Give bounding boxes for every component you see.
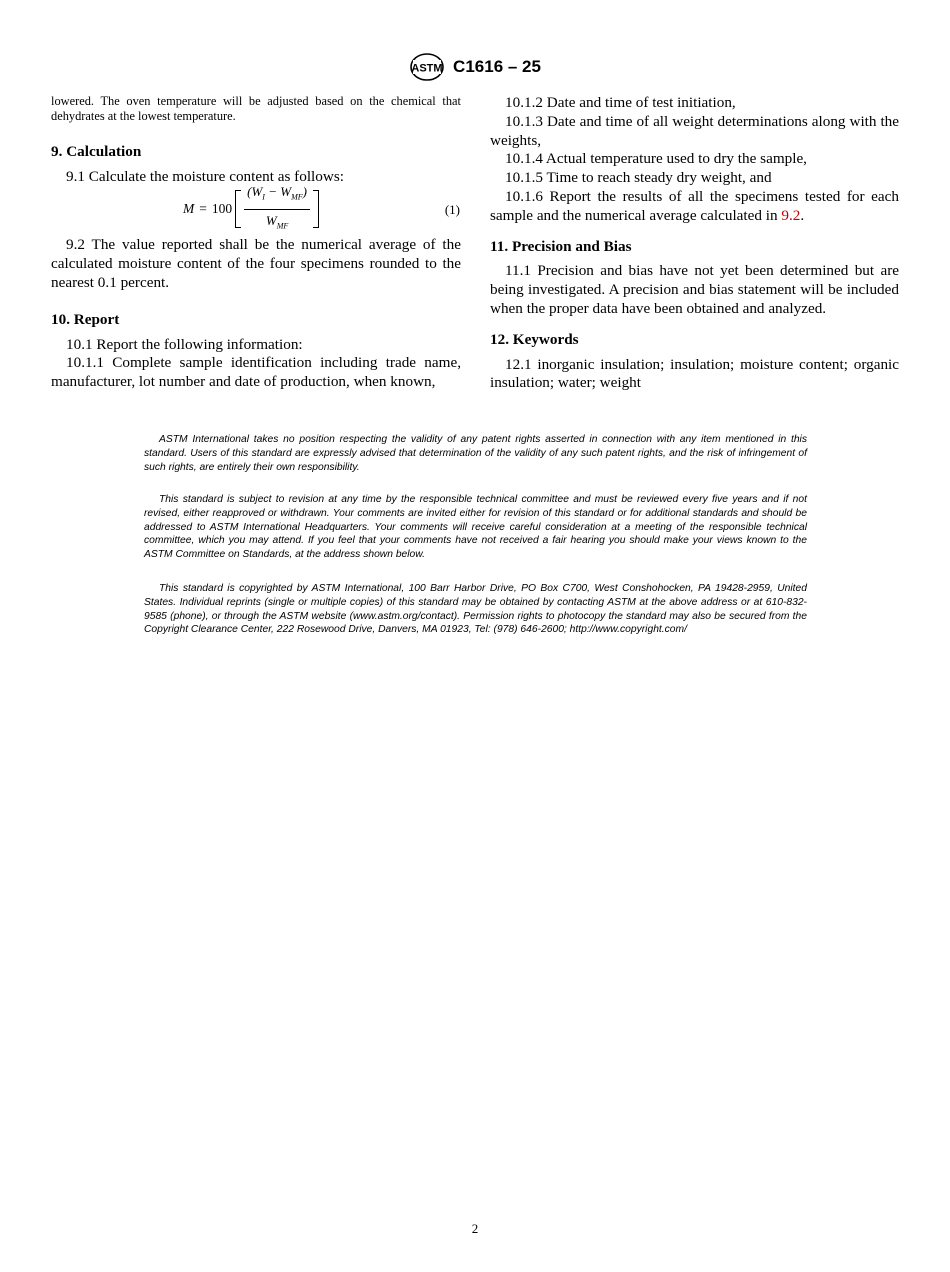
- equation-denominator: $W_{MF}$: [265, 212, 289, 231]
- right-column: [490, 94, 899, 393]
- paragraph-10-1: 10.1 Report the following information:: [66, 335, 303, 353]
- left-column: [51, 94, 461, 392]
- paragraph-10-1-2: 10.1.2 Date and time of test initiation,: [505, 94, 736, 111]
- moisture-equation: [51, 183, 461, 232]
- astm-logo-icon: [409, 52, 445, 82]
- left-bracket: [235, 190, 241, 228]
- paragraph-10-1-4: 10.1.4 Actual temperature used to dry the sample,: [505, 150, 807, 168]
- paragraph-11-1: 11.1 Precision and bias have not yet been determined but are being investigated. A precision and bias statement will be included when the proper data have been obtained and analyzed.: [490, 262, 899, 317]
- paragraph-10-1-1: 10.1.1 Complete sample identification including trade name, manufacturer, lot number and date of production, when known,: [51, 354, 461, 391]
- page-header: [0, 52, 950, 87]
- paragraph-9-2: 9.2 The value reported shall be the numerical average of the calculated moisture content of the four specimens rounded to the nearest 0.1 percent.: [51, 236, 461, 291]
- document-id: C1616 – 25: [453, 57, 541, 76]
- patent-notice: ASTM International takes no position respecting the validity of any patent rights asserted in connection with any item mentioned in this standard. Users of this standard are expressly advised that determination of the validity of any such patent rights, and the risk of infringement of such rights, are entirely their own responsibility.: [144, 434, 807, 473]
- equation-numerator: $(W_I - W_{MF})$: [244, 183, 310, 210]
- paragraph-12-1: 12.1 inorganic insulation; insulation; moisture content; organic insulation; water; weight: [490, 355, 899, 392]
- right-bracket: [313, 190, 319, 228]
- section-9-heading: 9. Calculation: [51, 142, 142, 160]
- section-11-heading: 11. Precision and Bias: [490, 237, 632, 255]
- copyright-notice: This standard is copyrighted by ASTM International, 100 Barr Harbor Drive, PO Box C700, West Conshohocken, PA 19428-2959, United States. Individual reprints (single or multiple copies) of this standard may be obtained by contacting ASTM at the above address or at 610-832-9585 (phone), or through the ASTM website (www.astm.org/contact). Permission rights to photocopy the standard may also be secured from the Copyright Clearance Center, 222 Rosewood Drive, Danvers, MA 01923, Tel: (978) 646-2600; http://www.copyright.com/: [144, 583, 807, 636]
- equation-fraction: [244, 183, 310, 237]
- astm-logo-text: ASTM: [411, 62, 443, 75]
- equation-label: (1): [444, 202, 460, 218]
- section-10-heading: 10. Report: [51, 310, 120, 328]
- paragraph-10-1-6: 10.1.6 Report the results of all the specimens tested for each sample and the numerical average calculated in 9.2.: [490, 187, 899, 224]
- paragraph-9-1: 9.1 Calculate the moisture content as follows:: [66, 167, 344, 185]
- equation-lhs: M: [183, 201, 195, 216]
- paragraph-10-1-5: 10.1.5 Time to reach steady dry weight, and: [505, 169, 772, 187]
- equation-equals: =: [199, 201, 207, 216]
- section-9-2-link[interactable]: 9.2: [781, 206, 801, 224]
- revision-notice: This standard is subject to revision at any time by the responsible technical committee and must be reviewed every five years and if not revised, either reapproved or withdrawn. Your comments are invited either for revision of this standard or for additional standards and should be addressed to ASTM International Headquarters. Your comments will receive careful consideration at a meeting of the responsible technical committee, which you may attend. If you feel that your comments have not received a fair hearing you should make your views known to the ASTM Committee on Standards, at the address shown below.: [144, 494, 807, 561]
- page-number: 2: [471, 1221, 479, 1236]
- section-12-heading: 12. Keywords: [490, 330, 579, 348]
- paragraph-10-1-3: 10.1.3 Date and time of all weight determinations along with the weights,: [490, 112, 899, 149]
- intro-paragraph: lowered. The oven temperature will be adjusted based on the chemical that dehydrates at the lowest temperature.: [51, 94, 461, 124]
- equation-factor: 100: [211, 201, 233, 216]
